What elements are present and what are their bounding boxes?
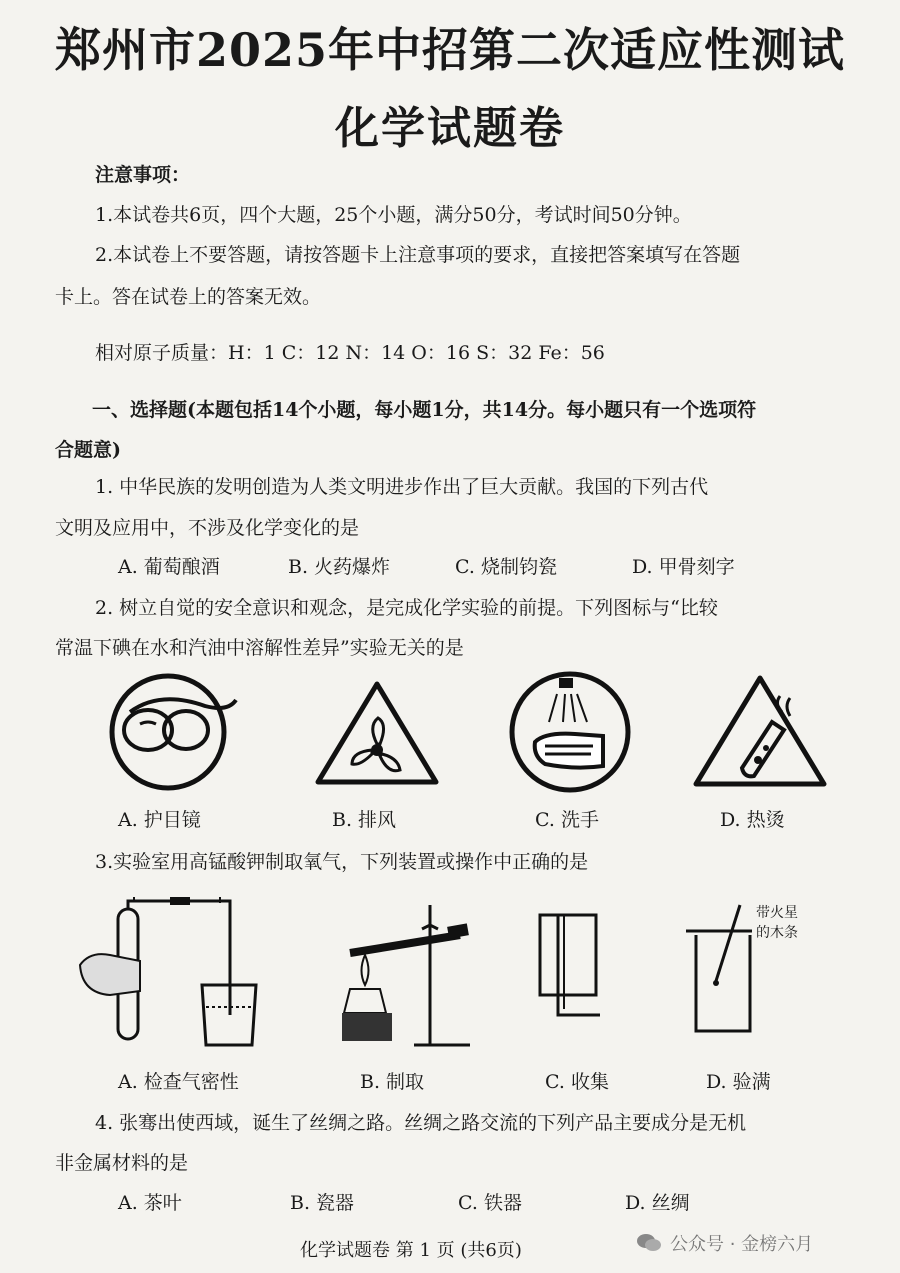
q3-option-b: B. 制取 <box>360 1071 425 1093</box>
q4-option-c: C. 铁器 <box>458 1192 522 1214</box>
hot-surface-icon <box>690 672 830 792</box>
notice-item-1: 1.本试卷共6页，四个大题，25个小题，满分50分，考试时间50分钟。 <box>95 204 692 226</box>
q2-option-c: C. 洗手 <box>535 809 599 831</box>
q2-option-b: B. 排风 <box>332 809 397 831</box>
q1-option-c: C. 烧制钧瓷 <box>455 556 557 578</box>
oxygen-full-test-bottle <box>680 895 760 1035</box>
q4-option-b: B. 瓷器 <box>290 1192 355 1214</box>
section1-heading-b: 合题意) <box>55 439 121 461</box>
q1-option-b: B. 火药爆炸 <box>288 556 391 578</box>
goggles-icon <box>100 672 240 792</box>
q3-option-c: C. 收集 <box>545 1071 609 1093</box>
q3-line1: 3.实验室用高锰酸钾制取氧气，下列装置或操作中正确的是 <box>95 851 589 873</box>
q2-option-d: D. 热烫 <box>720 809 785 831</box>
q1-line2: 文明及应用中，不涉及化学变化的是 <box>55 517 360 539</box>
notice-item-2a: 2.本试卷上不要答题，请按答题卡上注意事项的要求，直接把答案填写在答题 <box>95 244 741 266</box>
q4-line2: 非金属材料的是 <box>55 1152 189 1174</box>
notice-heading: 注意事项： <box>95 164 191 186</box>
page-footer: 化学试题卷 第 1 页 (共6页) <box>300 1240 522 1261</box>
glowing-stick-label-line1: 带火星 <box>756 905 798 921</box>
hand-wash-icon <box>505 670 635 795</box>
watermark-text: 公众号 · 金榜六月 <box>670 1234 814 1255</box>
glowing-stick-label-line2: 的木条 <box>756 925 798 941</box>
atomic-mass-line: 相对原子质量：H：1 C：12 N：14 O：16 S：32 Fe：56 <box>95 342 605 364</box>
glowing-stick-label <box>756 903 798 943</box>
exam-title: 郑州市2025年中招第二次适应性测试 <box>54 23 846 77</box>
q4-option-a: A. 茶叶 <box>118 1192 182 1214</box>
q2-line2: 常温下碘在水和汽油中溶解性差异”实验无关的是 <box>55 637 464 659</box>
q3-option-d: D. 验满 <box>706 1071 771 1093</box>
watermark <box>636 1230 813 1256</box>
q4-option-d: D. 丝绸 <box>625 1192 690 1214</box>
q4-line1: 4. 张骞出使西域，诞生了丝绸之路。丝绸之路交流的下列产品主要成分是无机 <box>95 1112 747 1134</box>
oxygen-generation-apparatus <box>330 895 500 1055</box>
q3-option-a: A. 检查气密性 <box>118 1071 239 1093</box>
q1-option-d: D. 甲骨刻字 <box>632 556 735 578</box>
section1-heading-a: 一、选择题(本题包括14个小题，每小题1分，共14分。每小题只有一个选项符 <box>92 399 757 421</box>
notice-item-2b: 卡上。答在试卷上的答案无效。 <box>55 286 322 308</box>
exam-subtitle: 化学试题卷 <box>335 103 565 154</box>
wechat-icon <box>636 1232 662 1254</box>
gas-collection-bottle <box>530 905 620 1025</box>
q1-line1: 1. 中华民族的发明创造为人类文明进步作出了巨大贡献。我国的下列古代 <box>95 476 709 498</box>
airtightness-apparatus <box>70 895 270 1055</box>
q2-line1: 2. 树立自觉的安全意识和观念，是完成化学实验的前提。下列图标与“比较 <box>95 597 718 619</box>
q1-option-a: A. 葡萄酿酒 <box>118 556 220 578</box>
q2-option-a: A. 护目镜 <box>118 809 201 831</box>
exhaust-fan-icon <box>312 678 442 788</box>
